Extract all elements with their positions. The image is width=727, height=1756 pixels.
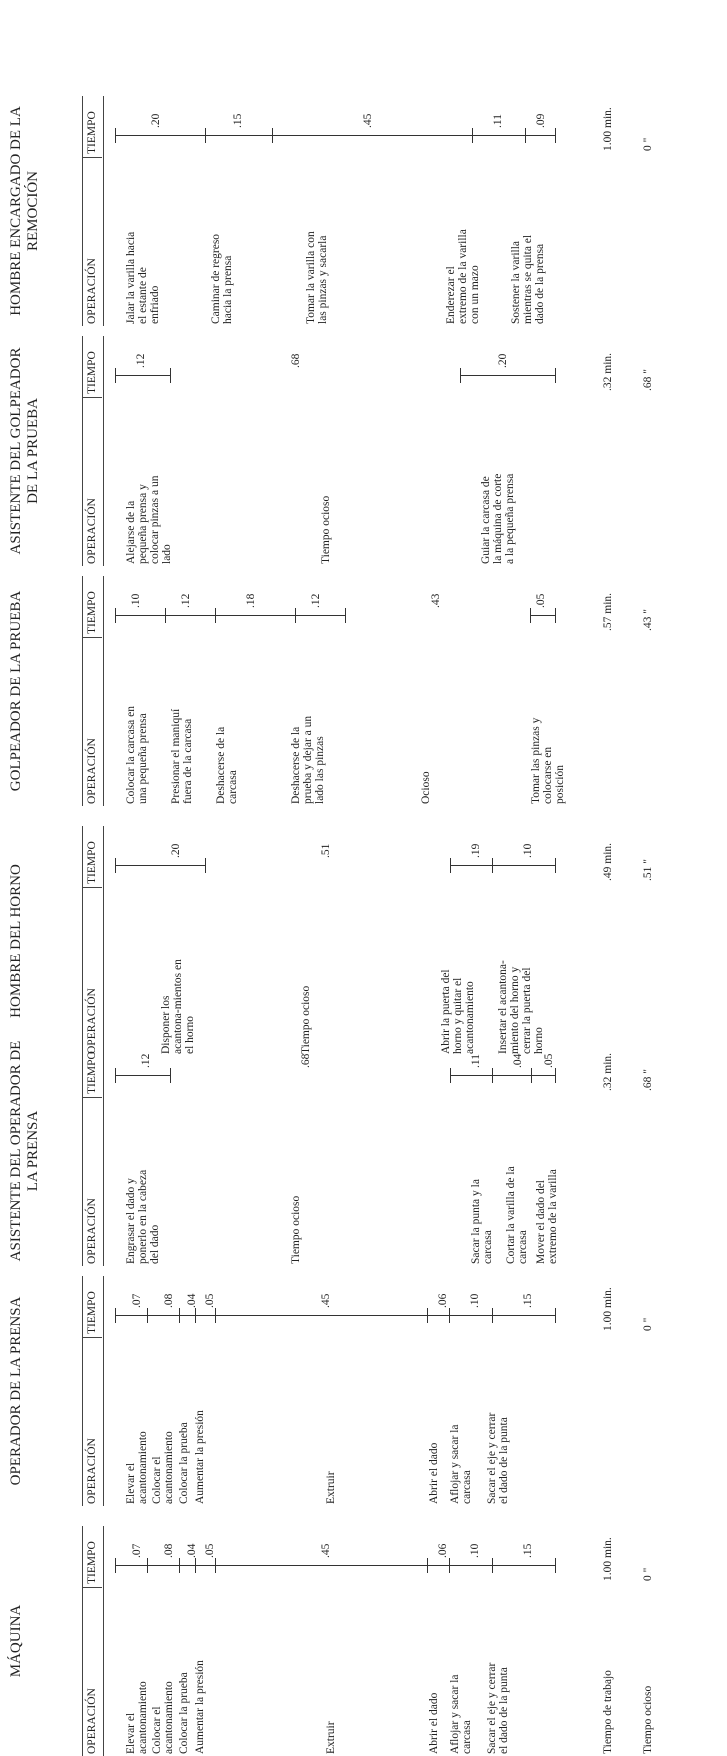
time-value: .12 — [135, 353, 147, 368]
time-line — [115, 375, 170, 376]
column-4 — [0, 826, 727, 1056]
time-header: TIEMPO — [86, 591, 98, 634]
column-header — [82, 1526, 104, 1756]
operation-label: Engrasar el dado y ponerlo en la cabeza del dado — [125, 1169, 161, 1264]
operation-label: Jalar la varilla hacia el estante de enfriado — [125, 231, 161, 324]
time-tick — [555, 608, 556, 623]
operation-label: Extruir — [325, 1471, 337, 1504]
operation-label: Deshacerse de la carcasa — [215, 726, 239, 804]
time-value: .06 — [437, 1293, 449, 1308]
column-title: MÁQUINA — [8, 1604, 24, 1678]
operation-label: Colocar la prueba — [178, 1672, 190, 1754]
time-tick — [449, 1308, 450, 1323]
time-header: TIEMPO — [86, 111, 98, 154]
idle-time-total: 0 " — [642, 1567, 654, 1581]
time-tick — [555, 1068, 556, 1083]
time-value: .10 — [130, 593, 142, 608]
time-header: TIEMPO — [86, 841, 98, 884]
operation-label: Sacar la punta y la carcasa — [470, 1179, 494, 1264]
time-value: .08 — [163, 1293, 175, 1308]
operation-label: Guiar la carcasa de la máquina de corte a la pequeña prensa — [480, 473, 516, 564]
operation-label: Tiempo ocioso — [290, 1195, 302, 1264]
time-tick — [531, 1068, 532, 1083]
operation-label: Abrir la puerta del horno y quitar el acantonamiento — [440, 969, 476, 1054]
operation-label: Aumentar la presión — [194, 1410, 206, 1504]
column-header — [82, 1036, 104, 1266]
operation-label: Tiempo ocioso — [300, 985, 312, 1054]
operation-label: Tiempo ocioso — [320, 495, 332, 564]
header-divider — [82, 1097, 102, 1098]
time-tick — [115, 858, 116, 873]
column-1 — [0, 1526, 727, 1756]
time-tick — [272, 128, 273, 143]
column-title: HOMBRE DEL HORNO — [8, 864, 24, 1018]
time-value: .15 — [232, 113, 244, 128]
operation-label: Abrir el dado — [428, 1442, 440, 1504]
operation-label: Disponer los acantona-mientos en el horno — [160, 959, 196, 1054]
time-value: .15 — [522, 1293, 534, 1308]
time-tick — [215, 608, 216, 623]
header-divider — [82, 887, 102, 888]
time-header: TIEMPO — [86, 1541, 98, 1584]
time-tick — [449, 1558, 450, 1573]
time-header: TIEMPO — [86, 1051, 98, 1094]
time-value: .07 — [131, 1543, 143, 1558]
time-tick — [492, 858, 493, 873]
time-value: .20 — [170, 843, 182, 858]
header-divider — [82, 1337, 102, 1338]
time-tick — [555, 858, 556, 873]
time-tick — [427, 1558, 428, 1573]
time-tick — [115, 368, 116, 383]
time-value: .18 — [245, 593, 257, 608]
time-value: .12 — [140, 1053, 152, 1068]
time-tick — [215, 1308, 216, 1323]
time-tick — [115, 1308, 116, 1323]
idle-time-total: .43 " — [642, 609, 654, 631]
operation-label: Caminar de regreso hacia la prensa — [210, 233, 234, 324]
time-tick — [179, 1308, 180, 1323]
time-value: .68 — [290, 353, 302, 368]
column-title: ASISTENTE DEL OPERADOR DE LA PRENSA — [8, 1040, 41, 1262]
operation-label: Colocar el acantonamiento — [151, 1431, 175, 1504]
time-value: .11 — [492, 114, 504, 128]
time-tick — [492, 1558, 493, 1573]
time-value: .10 — [469, 1293, 481, 1308]
operation-label: Aflojar y sacar la carcasa — [449, 1674, 473, 1754]
time-tick — [147, 1308, 148, 1323]
column-header — [82, 96, 104, 326]
time-value: .04 — [186, 1293, 198, 1308]
time-value: .05 — [543, 1053, 555, 1068]
time-tick — [165, 608, 166, 623]
time-tick — [195, 1308, 196, 1323]
operation-label: Sacar el eje y cerrar el dado de la punta — [486, 1412, 510, 1504]
column-5 — [0, 576, 727, 806]
time-value: .11 — [470, 1054, 482, 1068]
operation-label: Cortar la varilla de la carcasa — [505, 1166, 529, 1264]
column-header — [82, 576, 104, 806]
operation-label: Deshacerse de la prueba y dejar a un lado las pinzas — [290, 715, 326, 804]
time-tick — [555, 1308, 556, 1323]
idle-time-total: .51 " — [642, 859, 654, 881]
time-value: .04 — [186, 1543, 198, 1558]
column-header — [82, 1276, 104, 1506]
header-divider — [82, 1587, 102, 1588]
time-line — [115, 615, 345, 616]
time-tick — [460, 368, 461, 383]
time-tick — [115, 128, 116, 143]
work-time-total: .32 min. — [602, 352, 614, 391]
header-divider — [82, 157, 102, 158]
work-time-total: .32 min. — [602, 1052, 614, 1091]
time-value: .10 — [469, 1543, 481, 1558]
time-value: .51 — [320, 843, 332, 858]
operation-label: Tomar la varilla con las pinzas y sacarla — [305, 231, 329, 324]
operation-label: Colocar el acantonamiento — [151, 1681, 175, 1754]
time-value: .19 — [470, 843, 482, 858]
time-value: .06 — [437, 1543, 449, 1558]
column-header — [82, 826, 104, 1056]
operation-label: Enderezar el extremo de la varilla con un mazo — [445, 229, 481, 324]
time-value: .09 — [535, 113, 547, 128]
time-value: .10 — [522, 843, 534, 858]
column-title: ASISTENTE DEL GOLPEADOR DE LA PRUEBA — [8, 347, 41, 555]
column-3 — [0, 1036, 727, 1266]
operation-label: Aflojar y sacar la carcasa — [449, 1424, 473, 1504]
time-value: .45 — [320, 1543, 332, 1558]
time-value: .05 — [535, 593, 547, 608]
time-tick — [115, 1558, 116, 1573]
time-tick — [295, 608, 296, 623]
operation-header: OPERACIÓN — [86, 988, 98, 1054]
time-header: TIEMPO — [86, 1291, 98, 1334]
operation-label: Extruir — [325, 1721, 337, 1754]
idle-time-total: 0 " — [642, 137, 654, 151]
work-time-total: .57 min. — [602, 592, 614, 631]
operation-label: Presionar el maniquí fuera de la carcasa — [170, 708, 194, 804]
time-value: .43 — [430, 593, 442, 608]
operation-label: Alejarse de la pequeña prensa y colocar pinzas a un lado — [125, 475, 173, 564]
time-value: .05 — [204, 1543, 216, 1558]
operation-label: Abrir el dado — [428, 1692, 440, 1754]
column-6 — [0, 336, 727, 566]
idle-time-label: Tiempo ocioso — [642, 1685, 654, 1754]
time-value: .20 — [497, 353, 509, 368]
column-7 — [0, 96, 727, 326]
operation-label: Elevar el acantonamiento — [125, 1681, 149, 1754]
operation-header: OPERACIÓN — [86, 738, 98, 804]
time-tick — [170, 368, 171, 383]
column-title: GOLPEADOR DE LA PRUEBA — [8, 590, 24, 792]
time-value: .07 — [131, 1293, 143, 1308]
column-title: HOMBRE ENCARGADO DE LA REMOCIÓN — [8, 106, 41, 316]
time-line — [115, 1075, 170, 1076]
time-tick — [555, 368, 556, 383]
operation-label: Ocioso — [420, 771, 432, 804]
operation-label: Colocar la prueba — [178, 1422, 190, 1504]
time-tick — [179, 1558, 180, 1573]
column-title: OPERADOR DE LA PRENSA — [8, 1296, 24, 1486]
operation-header: OPERACIÓN — [86, 1438, 98, 1504]
operation-label: Elevar el acantonamiento — [125, 1431, 149, 1504]
work-time-total: .49 min. — [602, 842, 614, 881]
time-value: .08 — [163, 1543, 175, 1558]
operation-header: OPERACIÓN — [86, 258, 98, 324]
time-tick — [147, 1558, 148, 1573]
operation-label: Colocar la carcasa en una pequeña prensa — [125, 705, 149, 804]
time-value: .12 — [310, 593, 322, 608]
operation-header: OPERACIÓN — [86, 498, 98, 564]
time-tick — [492, 1068, 493, 1083]
time-line — [450, 865, 555, 866]
time-line — [115, 1565, 555, 1566]
time-tick — [555, 1558, 556, 1573]
time-tick — [530, 608, 531, 623]
time-value: .45 — [362, 113, 374, 128]
time-tick — [195, 1558, 196, 1573]
time-line — [115, 135, 555, 136]
time-value: .04 — [512, 1053, 524, 1068]
time-tick — [345, 608, 346, 623]
operation-label: Sacar el eje y cerrar el dado de la punta — [486, 1662, 510, 1754]
time-tick — [205, 128, 206, 143]
operation-header: OPERACIÓN — [86, 1198, 98, 1264]
time-tick — [492, 1308, 493, 1323]
time-value: .12 — [180, 593, 192, 608]
idle-time-total: 0 " — [642, 1317, 654, 1331]
operation-label: Tomar las pinzas y colocarse en posición — [530, 717, 566, 804]
header-divider — [82, 397, 102, 398]
time-value: .20 — [150, 113, 162, 128]
time-tick — [555, 128, 556, 143]
time-value: .68 — [300, 1053, 312, 1068]
operation-label: Mover el dado del extremo de la varilla — [535, 1169, 559, 1264]
idle-time-total: .68 " — [642, 369, 654, 391]
work-time-total: 1.00 min. — [602, 1287, 614, 1331]
time-line — [530, 615, 555, 616]
operation-label: Insertar el acantona-miento del horno y cerrar la puerta del horno — [497, 960, 545, 1054]
time-line — [460, 375, 555, 376]
time-value: .15 — [522, 1543, 534, 1558]
time-tick — [205, 858, 206, 873]
time-line — [115, 1315, 555, 1316]
operation-header: OPERACIÓN — [86, 1688, 98, 1754]
time-value: .05 — [204, 1293, 216, 1308]
idle-time-total: .68 " — [642, 1069, 654, 1091]
time-tick — [115, 608, 116, 623]
time-tick — [427, 1308, 428, 1323]
time-line — [450, 1075, 555, 1076]
time-tick — [450, 858, 451, 873]
work-time-total: 1.00 min. — [602, 1537, 614, 1581]
column-2 — [0, 1276, 727, 1506]
column-header — [82, 336, 104, 566]
time-tick — [450, 1068, 451, 1083]
time-header: TIEMPO — [86, 351, 98, 394]
time-tick — [215, 1558, 216, 1573]
time-tick — [170, 1068, 171, 1083]
operation-label: Sostener la varilla mientras se quita el dado de la prensa — [510, 234, 546, 324]
work-time-label: Tiempo de trabajo — [602, 1670, 614, 1754]
time-tick — [525, 128, 526, 143]
time-tick — [472, 128, 473, 143]
time-line — [115, 865, 205, 866]
time-value: .45 — [320, 1293, 332, 1308]
operation-label: Aumentar la presión — [194, 1660, 206, 1754]
header-divider — [82, 637, 102, 638]
time-tick — [115, 1068, 116, 1083]
work-time-total: 1.00 min. — [602, 107, 614, 151]
